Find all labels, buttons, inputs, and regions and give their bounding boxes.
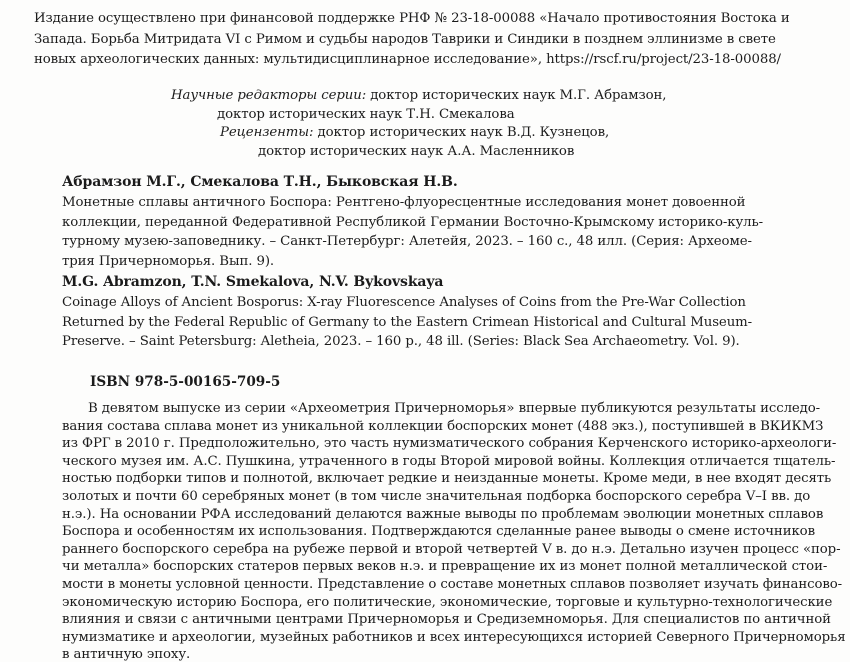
abstract-line: золотых и почти 60 серебряных монет (в том числе значительная подборка боспорского серебра V–I вв. до [62,488,811,504]
abstract-line: экономическую историю Боспора, его политические, экономические, торговые и культурно-технологические [62,594,833,610]
funding-line: Издание осуществлено при финансовой поддержке РНФ № 23-18-00088 «Начало противостояния Востока и [34,11,790,26]
entry-en-line: Coinage Alloys of Ancient Bosporus: X-ray Fluorescence Analyses of Coins from the Pre-War Collection [62,294,746,310]
series-editors-line [100,87,800,106]
abstract-line: Боспора и особенностям их использования. Подтверждаются сделанные ранее выводы о смене источников [62,524,815,540]
abstract-line: ностью подборки типов и полнотой, включает редкие и неизданные монеты. Кроме меди, в нее входят десять [62,471,832,487]
authors-en: M.G. Abramzon, T.N. Smekalova, N.V. Bykovskaya [62,274,444,290]
series-editor-2: доктор исторических наук Т.Н. Смекалова [217,106,515,122]
entry-ru-line: трия Причерноморья. Вып. 9). [62,254,275,270]
funding-line: Запада. Борьба Митридата VI с Римом и судьбы народов Таврики и Синдики в позднем эллинизме в свете [34,31,776,47]
abstract-line: В девятом выпуске из серии «Археометрия Причерноморья» впервые публикуются результаты исследо- [88,401,821,416]
abstract-line: мости в монеты условной ценности. Представление о составе монетных сплавов позволяет изучать финансово- [62,576,843,592]
abstract-line: в античную эпоху. [62,647,191,663]
entry-ru-line: Монетные сплавы античного Боспора: Рентгено-флуоресцентные исследования монет довоенной [62,194,746,210]
abstract-line: из ФРГ в 2010 г. Предположительно, это часть нумизматического собрания Керченского историко-археологи- [62,436,837,452]
funding-note [34,9,834,71]
abstract-line: раннего боспорского серебра на рубеже первой и второй четвертей V в. до н.э. Детально изучен процесс «пор- [62,541,841,557]
reviewers-label: Рецензенты: [220,125,314,140]
reviewers-line [100,124,800,143]
abstract-line: нумизматике и археологии, музейных работников и всех интересующихся историей Северного Причерноморья [62,629,846,645]
reviewer-2: доктор исторических наук А.А. Масленников [258,143,575,159]
funding-line: новых археологических данных: мультидисциплинарное исследование», https://rscf.ru/project/23-18-00088/ [34,52,781,67]
editors-block [100,87,800,161]
abstract-line: ческого музея им. А.С. Пушкина, утраченного в годы Второй мировой войны. Коллекция отличается тщатель- [62,453,836,469]
entry-en-line: Preserve. – Saint Petersburg: Aletheia, 2023. – 160 p., 48 ill. (Series: Black Sea Archaeometry. Vol. 9). [62,334,740,350]
abstract-line: влияния и связи с античными центрами Причерноморья и Средиземноморья. Для специалистов по античной [62,612,831,628]
abstract-line: н.э.). На основании РФА исследований делаются важные выводы по проблемам эволюции монетных сплавов [62,506,824,522]
entry-ru-line: коллекции, переданной Федеративной Республикой Германии Восточно-Крымскому историко-куль- [62,214,764,230]
authors-ru: Абрамзон М.Г., Смекалова Т.Н., Быковская Н.В. [62,174,458,190]
series-editors-label: Научные редакторы серии: [171,88,367,103]
reviewer-1: доктор исторических наук В.Д. Кузнецов, [313,125,610,140]
bibliographic-entry-en [62,273,822,352]
isbn: ISBN 978-5-00165-709-5 [90,374,281,390]
series-editor-1: доктор исторических наук М.Г. Абрамзон, [366,88,667,103]
abstract [62,400,846,664]
entry-en-line: Returned by the Federal Republic of Germany to the Eastern Crimean Historical and Cultural Museum- [62,314,753,330]
entry-ru-line: турному музею-заповеднику. – Санкт-Петербург: Алетейя, 2023. – 160 с., 48 илл. (Серия: Археоме- [62,234,752,250]
bibliographic-entry-ru [62,173,822,272]
abstract-line: вания состава сплава монет из уникальной коллекции боспорских монет (488 экз.), поступившей в ВКИКМЗ [62,418,824,434]
abstract-line: чи металла» боспорских статеров первых веков н.э. и превращение их из монет полной металлической стои- [62,559,828,575]
